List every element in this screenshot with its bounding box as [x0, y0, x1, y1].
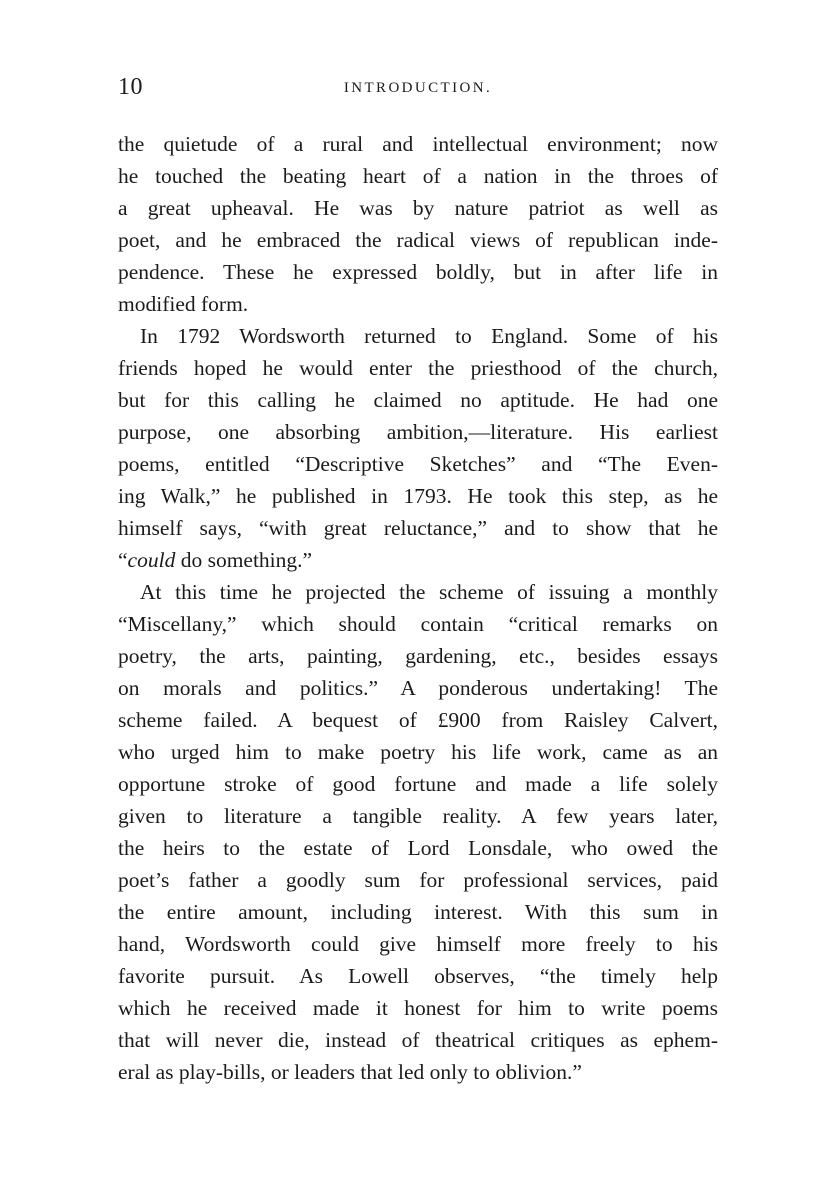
text-line: pendence. These he expressed boldly, but in after life in [118, 260, 718, 284]
text-line: given to literature a tangible reality. A few years later, [118, 804, 718, 828]
text-line: purpose, one absorbing ambition,—literature. His earliest [118, 420, 718, 444]
text-line: himself says, “with great reluctance,” and to show that he [118, 516, 718, 540]
text-line: At this time he projected the scheme of issuing a monthly [140, 580, 718, 604]
line-rest: do something.” [175, 548, 313, 572]
text-line: opportune stroke of good fortune and made a life solely [118, 772, 718, 796]
open-quote: “ [118, 548, 128, 572]
text-line: modified form. [118, 292, 249, 316]
text-line: but for this calling he claimed no aptitude. He had one [118, 388, 718, 412]
text-line: hand, Wordsworth could give himself more freely to his [118, 932, 718, 956]
text-line: poems, entitled “Descriptive Sketches” and “The Even- [118, 452, 718, 476]
text-line: which he received made it honest for him to write poems [118, 996, 718, 1020]
book-page [118, 72, 718, 1088]
text-line: “Miscellany,” which should contain “critical remarks on [118, 612, 718, 636]
text-line: scheme failed. A bequest of £900 from Raisley Calvert, [118, 708, 718, 732]
page-number: 10 [118, 74, 143, 100]
page-header [118, 72, 718, 108]
text-line: a great upheaval. He was by nature patriot as well as [118, 196, 718, 220]
text-line: ing Walk,” he published in 1793. He took this step, as he [118, 484, 718, 508]
text-line: favorite pursuit. As Lowell observes, “the timely help [118, 964, 718, 988]
running-head: INTRODUCTION. [343, 80, 493, 96]
text-line: poet, and he embraced the radical views of republican inde- [118, 228, 718, 252]
text-line: friends hoped he would enter the priesthood of the church, [118, 356, 718, 380]
text-line: the quietude of a rural and intellectual environment; now [118, 132, 718, 156]
body-text [118, 128, 718, 1088]
text-line: who urged him to make poetry his life work, came as an [118, 740, 718, 764]
text-line: the entire amount, including interest. With this sum in [118, 900, 718, 924]
text-line: poet’s father a goodly sum for professional services, paid [118, 868, 718, 892]
text-line: the heirs to the estate of Lord Lonsdale, who owed the [118, 836, 718, 860]
text-line: poetry, the arts, painting, gardening, etc., besides essays [118, 644, 718, 668]
text-line [118, 544, 718, 576]
text-line: In 1792 Wordsworth returned to England. Some of his [140, 324, 718, 348]
text-line: he touched the beating heart of a nation in the throes of [118, 164, 718, 188]
text-line: eral as play-bills, or leaders that led only to oblivion.” [118, 1060, 582, 1084]
text-line: on morals and politics.” A ponderous undertaking! The [118, 676, 718, 700]
text-line: that will never die, instead of theatrical critiques as ephem- [118, 1028, 718, 1052]
italic-word: could [127, 548, 176, 572]
